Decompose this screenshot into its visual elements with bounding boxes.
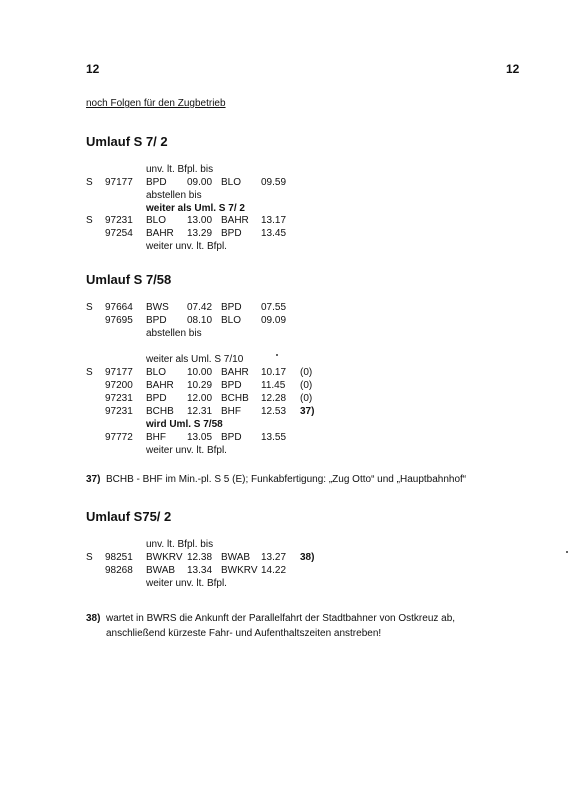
timetable-remark-row xyxy=(0,353,581,366)
timetable-row xyxy=(0,176,581,189)
cell-from: BPD xyxy=(146,315,167,326)
cell-t1: 10.29 xyxy=(187,380,213,391)
cell-note: (0) xyxy=(300,393,313,404)
remark-text: unv. lt. Bfpl. bis xyxy=(146,164,214,175)
cell-from: BAHR xyxy=(146,380,174,391)
section-title-umlauf-s7-2: Umlauf S 7/ 2 xyxy=(86,134,168,149)
cell-num: 97772 xyxy=(105,432,133,443)
scan-speck xyxy=(276,354,278,356)
cell-to: BWKRV xyxy=(221,565,258,576)
timetable-remark-row xyxy=(0,327,581,340)
cell-type: S xyxy=(86,552,93,563)
cell-t1: 13.34 xyxy=(187,565,213,576)
section-title-umlauf-s75-2: Umlauf S75/ 2 xyxy=(86,509,172,524)
cell-num: 98268 xyxy=(105,565,133,576)
cell-to: BPD xyxy=(221,228,242,239)
cell-num: 97231 xyxy=(105,406,133,417)
timetable-row xyxy=(0,314,581,327)
remark-text: weiter als Uml. S 7/10 xyxy=(146,354,244,365)
cell-from: BCHB xyxy=(146,406,174,417)
cell-note: (0) xyxy=(300,367,313,378)
timetable-row xyxy=(0,392,581,405)
cell-from: BLO xyxy=(146,367,167,378)
scan-speck xyxy=(566,551,568,553)
remark-text: abstellen bis xyxy=(146,190,202,201)
cell-to: BWAB xyxy=(221,552,251,563)
cell-t1: 12.38 xyxy=(187,552,213,563)
cell-type: S xyxy=(86,302,93,313)
cell-to: BCHB xyxy=(221,393,249,404)
cell-to: BPD xyxy=(221,432,242,443)
timetable-row xyxy=(0,301,581,314)
cell-num: 98251 xyxy=(105,552,133,563)
cell-num: 97177 xyxy=(105,177,133,188)
cell-t2: 13.17 xyxy=(261,215,287,226)
cell-type: S xyxy=(86,177,93,188)
cell-t1: 09.00 xyxy=(187,177,213,188)
cell-num: 97231 xyxy=(105,393,133,404)
cell-type: S xyxy=(86,215,93,226)
timetable-row xyxy=(0,214,581,227)
cell-num: 97254 xyxy=(105,228,133,239)
footnote-mark: 38) xyxy=(86,613,101,624)
cell-num: 97200 xyxy=(105,380,133,391)
cell-t1: 13.00 xyxy=(187,215,213,226)
cell-t2: 12.28 xyxy=(261,393,287,404)
cell-from: BLO xyxy=(146,215,167,226)
cell-note: (0) xyxy=(300,380,313,391)
remark-text: weiter unv. lt. Bfpl. xyxy=(146,445,227,456)
cell-t1: 12.31 xyxy=(187,406,213,417)
timetable-row xyxy=(0,366,581,379)
cell-t2: 07.55 xyxy=(261,302,287,313)
cell-to: BHF xyxy=(221,406,241,417)
cell-t2: 14.22 xyxy=(261,565,287,576)
cell-from: BPD xyxy=(146,393,167,404)
cell-t2: 13.27 xyxy=(261,552,287,563)
cell-t2: 09.59 xyxy=(261,177,287,188)
cell-to: BLO xyxy=(221,315,242,326)
timetable-remark-row xyxy=(0,577,581,590)
cell-to: BLO xyxy=(221,177,242,188)
cell-to: BAHR xyxy=(221,367,249,378)
cell-note: 37) xyxy=(300,406,315,417)
timetable-remark-row xyxy=(0,240,581,253)
cell-t2: 11.45 xyxy=(261,380,286,391)
remark-text: weiter unv. lt. Bfpl. xyxy=(146,241,227,252)
timetable-row xyxy=(0,551,581,564)
cell-type: S xyxy=(86,367,93,378)
remark-text: unv. lt. Bfpl. bis xyxy=(146,539,214,550)
cell-num: 97695 xyxy=(105,315,133,326)
timetable-row xyxy=(0,379,581,392)
cell-t1: 10.00 xyxy=(187,367,213,378)
cell-note: 38) xyxy=(300,552,315,563)
footnote-text: BCHB - BHF im Min.-pl. S 5 (E); Funkabfertigung: „Zug Otto“ und „Hauptbahnhof“ xyxy=(106,474,467,485)
cell-num: 97664 xyxy=(105,302,133,313)
cell-t2: 13.45 xyxy=(261,228,287,239)
cell-from: BWAB xyxy=(146,565,176,576)
page-number-left: 12 xyxy=(86,62,100,76)
cell-num: 97231 xyxy=(105,215,133,226)
section-title-umlauf-s7-58: Umlauf S 7/58 xyxy=(86,272,172,287)
footnote-text-line-1: wartet in BWRS die Ankunft der Parallelfahrt der Stadtbahner von Ostkreuz ab, xyxy=(106,613,456,624)
cell-from: BWS xyxy=(146,302,169,313)
remark-text: weiter unv. lt. Bfpl. xyxy=(146,578,227,589)
cell-t2: 09.09 xyxy=(261,315,287,326)
timetable-remark-row xyxy=(0,444,581,457)
cell-to: BPD xyxy=(221,302,242,313)
cell-t2: 13.55 xyxy=(261,432,287,443)
cell-to: BAHR xyxy=(221,215,249,226)
cell-t2: 12.53 xyxy=(261,406,287,417)
cell-t1: 07.42 xyxy=(187,302,213,313)
cell-from: BAHR xyxy=(146,228,174,239)
cell-t1: 08.10 xyxy=(187,315,213,326)
timetable-remark-row xyxy=(0,163,581,176)
page-subtitle: noch Folgen für den Zugbetrieb xyxy=(86,98,226,109)
remark-text: wird Uml. S 7/58 xyxy=(146,419,223,430)
timetable-row xyxy=(0,564,581,577)
timetable-remark-row xyxy=(0,189,581,202)
remark-text: weiter als Uml. S 7/ 2 xyxy=(146,203,245,214)
cell-t1: 13.05 xyxy=(187,432,213,443)
cell-t2: 10.17 xyxy=(261,367,287,378)
page-number-right: 12 xyxy=(506,62,520,76)
timetable-remark-row xyxy=(0,538,581,551)
timetable-row xyxy=(0,431,581,444)
cell-from: BWKRV xyxy=(146,552,183,563)
remark-text: abstellen bis xyxy=(146,328,202,339)
footnote-text-line-2: anschließend kürzeste Fahr- und Aufenthaltszeiten anstreben! xyxy=(106,628,382,639)
cell-to: BPD xyxy=(221,380,242,391)
cell-t1: 12.00 xyxy=(187,393,213,404)
timetable-row xyxy=(0,227,581,240)
cell-num: 97177 xyxy=(105,367,133,378)
cell-from: BHF xyxy=(146,432,166,443)
footnote-mark: 37) xyxy=(86,474,101,485)
cell-from: BPD xyxy=(146,177,167,188)
timetable-remark-row xyxy=(0,418,581,431)
cell-t1: 13.29 xyxy=(187,228,213,239)
timetable-row xyxy=(0,405,581,418)
